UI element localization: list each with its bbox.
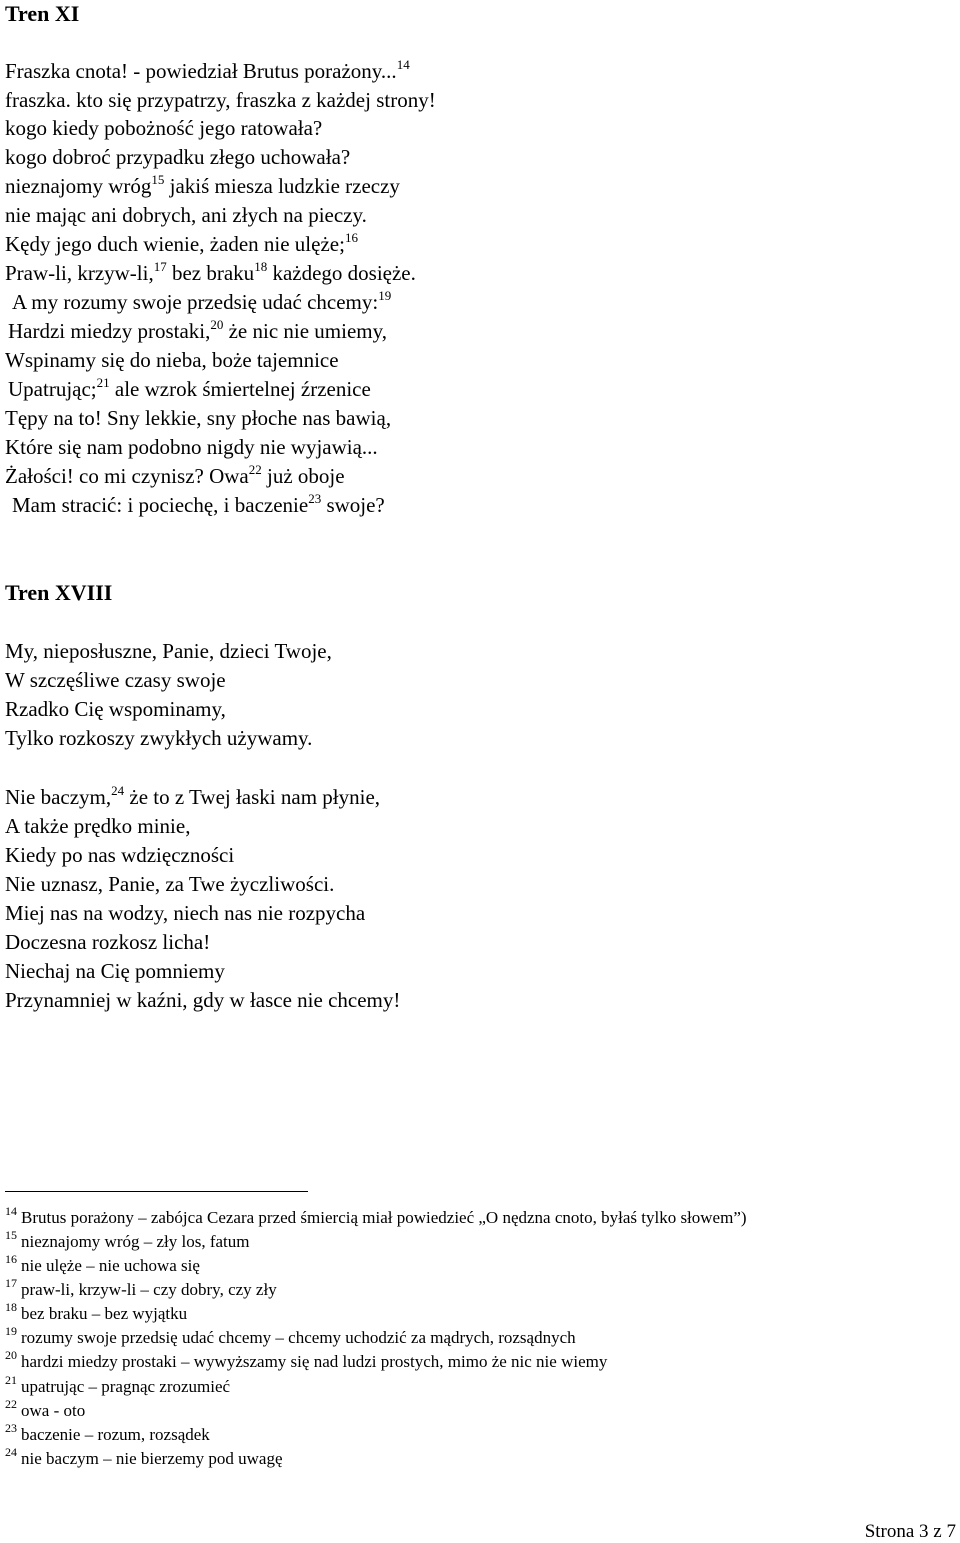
poem-line: My, nieposłuszne, Panie, dzieci Twoje, [5,639,332,663]
poem-line: Miej nas na wodzy, niech nas nie rozpycha [5,901,366,925]
footnote-number: 24 [5,1445,17,1459]
footnote: $^{16}$ nie ulęże – nie uchowa się [5,1252,200,1275]
footnote: $^{15}$ nieznajomy wróg – zły los, fatum [5,1228,250,1251]
footnote-number: 23 [5,1421,17,1435]
footnote-ref: 23 [308,491,322,506]
footnote: $^{20}$ hardzi miedzy prostaki – wywyższamy się nad ludzi prostych, mimo że nic nie wiemy [5,1348,608,1371]
poem-line: Wspinamy się do nieba, boże tajemnice [5,348,339,372]
footnote-number: 17 [5,1276,17,1290]
poem-line: Które się nam podobno nigdy nie wyjawią... [5,435,378,459]
footnote-number: 22 [5,1397,17,1411]
poem-line: Rzadko Cię wspominamy, [5,697,226,721]
footnote: $^{14}$ Brutus porażony – zabójca Cezara przed śmiercią miał powiedzieć „O nędzna cnoto, byłaś tylko słowem”) [5,1204,747,1227]
footnote-number: 20 [5,1348,17,1362]
footnote-number: 16 [5,1252,17,1266]
footnote-ref: 20 [210,317,224,332]
footnote: $^{17}$ praw-li, krzyw-li – czy dobry, czy zły [5,1276,277,1299]
footnote-ref: 21 [96,375,110,390]
poem-line: Upatrując;$^{21}$ ale wzrok śmiertelnej źrzenice [8,375,371,401]
poem-line: Doczesna rozkosz licha! [5,930,211,954]
poem-line: nieznajomy wróg$^{15}$ jakiś miesza ludzkie rzeczy [5,172,400,198]
footnote: $^{21}$ upatrując – pragnąc zrozumieć [5,1373,231,1396]
footnote-ref: 16 [344,230,358,245]
footnote-number: 15 [5,1228,17,1242]
poem-line: fraszka. kto się przypatrzy, fraszka z każdej strony! [5,88,436,112]
footnote-ref: 18 [254,259,268,274]
footnote-ref: 14 [396,57,410,72]
poem-line: Praw-li, krzyw-li,$^{17}$ bez braku$^{18}$ każdego dosięże. [5,259,416,285]
footnote: $^{23}$ baczenie – rozum, rozsądek [5,1421,210,1444]
page-number: Strona 3 z 7 [864,1521,956,1542]
footnote: $^{22}$ owa - oto [5,1397,86,1420]
poem-line: kogo dobroć przypadku złego uchowała? [5,145,351,169]
poem-line: Tylko rozkoszy zwykłych używamy. [5,726,313,750]
poem-line: Nie uznasz, Panie, za Twe życzliwości. [5,872,335,896]
footnote-ref: 24 [111,783,125,798]
poem-line: Hardzi miedzy prostaki,$^{20}$ że nic nie umiemy, [8,317,388,343]
poem-line: A także prędko minie, [5,814,191,838]
poem-line: Nie baczym,$^{24}$ że to z Twej łaski nam płynie, [5,783,381,809]
footnote-ref: 15 [151,172,165,187]
poem-line: Kędy jego duch wienie, żaden nie ulęże;$^{16}$ [5,230,358,256]
poem-line: kogo kiedy pobożność jego ratowała? [5,116,323,140]
footnote-ref: 19 [378,288,392,303]
footnote-number: 18 [5,1300,17,1314]
footnote: $^{19}$ rozumy swoje przedsię udać chcemy – chcemy uchodzić za mądrych, rozsądnych [5,1324,576,1347]
poem-line: Mam stracić: i pociechę, i baczenie$^{23}$ swoje? [12,491,385,517]
footnote-separator [5,1191,308,1192]
footnote-ref: 17 [153,259,167,274]
poem-line: Fraszka cnota! - powiedział Brutus porażony...$^{14}$ [5,57,410,83]
poem-line: A my rozumy swoje przedsię udać chcemy:$^{19}$ [12,288,392,314]
footnote: $^{24}$ nie baczym – nie bierzemy pod uwagę [5,1445,283,1468]
footnote-number: 14 [5,1204,17,1218]
poem-line: Kiedy po nas wdzięczności [5,843,235,867]
poem-line: Żałości! co mi czynisz? Owa$^{22}$ już oboje [5,462,345,488]
poem-line: Przynamniej w kaźni, gdy w łasce nie chcemy! [5,988,401,1012]
footnote-number: 19 [5,1324,17,1338]
poem-line: W szczęśliwe czasy swoje [5,668,226,692]
poem-title-tren-xi: Tren XI [5,1,80,26]
poem-title-tren-xviii: Tren XVIII [5,580,113,605]
footnote-ref: 22 [248,462,262,477]
poem-line: Tępy na to! Sny lekkie, sny płoche nas bawią, [5,406,392,430]
poem-line: Niechaj na Cię pomniemy [5,959,225,983]
footnote-number: 21 [5,1373,17,1387]
footnote: $^{18}$ bez braku – bez wyjątku [5,1300,188,1323]
poem-line: nie mając ani dobrych, ani złych na pieczy. [5,203,367,227]
